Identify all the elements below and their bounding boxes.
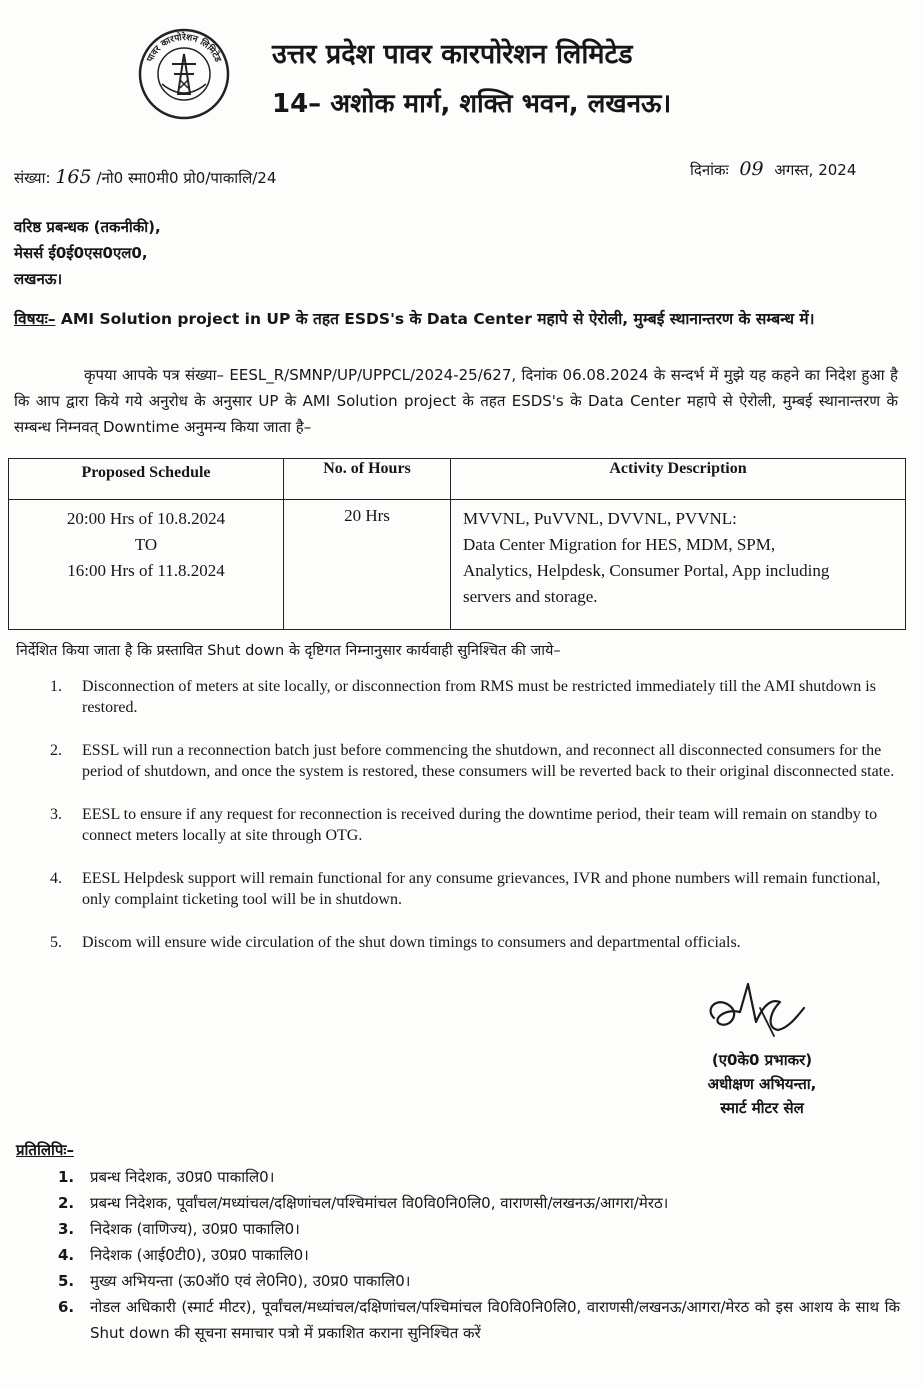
activity-line: MVVNL, PuVVNL, DVVNL, PVVNL: [463, 509, 737, 528]
reference-handwritten-number: 165 [55, 166, 92, 188]
list-item: 4. EESL Helpdesk support will remain functional for any consume grievances, IVR and phone numbers will remain functional, only complaint ticketing tool will be in shutdown. [50, 870, 881, 908]
copy-to-title: प्रतिलिपिः– [16, 1141, 74, 1159]
signatory-department: स्मार्ट मीटर सेल [720, 1099, 804, 1117]
schedule-end: 16:00 Hrs of 11.8.2024 [67, 561, 225, 580]
action-points-list [0, 676, 900, 953]
addressee-line: लखनऊ। [14, 270, 63, 288]
subject-text: AMI Solution project in UP के तहत ESDS's के Data Center महापे से ऐरोली, मुम्बई स्थानान्तरण के सम्बन्ध में। [60, 310, 815, 328]
body-paragraph [14, 362, 898, 440]
schedule-cell [9, 500, 284, 630]
signatory-designation: अधीक्षण अभियन्ता, [707, 1075, 817, 1093]
activity-line: Data Center Migration for HES, MDM, SPM, [463, 535, 776, 554]
list-item: 4. निदेशक (आई0टी0), उ0प्र0 पाकालि0। [58, 1246, 309, 1264]
date-label: दिनांकः [690, 161, 729, 179]
uppcl-logo [138, 28, 230, 120]
hours-cell: 20 Hrs [284, 500, 451, 630]
organization-name: उत्तर प्रदेश पावर कारपोरेशन लिमिटेड [272, 39, 633, 70]
list-item: 2. ESSL will run a reconnection batch just before commencing the shutdown, and reconnect all disconnected consumers for the period of shutdown, and once the system is restored, these consumers will be reverted back to their original disconnected state. [50, 742, 895, 780]
activity-line: Analytics, Helpdesk, Consumer Portal, App including [463, 561, 830, 580]
reference-number [14, 166, 276, 188]
directive-line: निर्देशित किया जाता है कि प्रस्तावित Shut down के दृष्टिगत निम्नानुसार कार्यवाही सुनिश्चित की जाये– [16, 643, 561, 659]
list-item: 3. निदेशक (वाणिज्य), उ0प्र0 पाकालि0। [58, 1220, 300, 1238]
activity-line: servers and storage. [463, 587, 598, 606]
list-item: 5. मुख्य अभियन्ता (ऊ0ऑ0 एवं ले0नि0), उ0प्र0 पाकालि0। [58, 1272, 411, 1290]
reference-prefix: संख्या: [14, 169, 51, 187]
addressee-line: मेसर्स ई0ई0एस0एल0, [14, 244, 148, 262]
subject-label: विषयः– [14, 310, 56, 328]
signatory-name: (ए0के0 प्रभाकर) [711, 1051, 813, 1069]
list-item: 6. नोडल अधिकारी (स्मार्ट मीटर), पूर्वांचल/मध्यांचल/दक्षिणांचल/पश्चिमांचल वि0वि0नि0लि0, वाराणसी/लखनऊ/आगरा/मेरठ को इस आशय के साथ कि Shut down की सूचना समाचार पत्रो में प्रकाशित कराना सुनिश्चित करें [58, 1298, 900, 1342]
signatory-block [672, 1048, 852, 1120]
date-month-year: अगस्त, 2024 [774, 161, 857, 179]
activity-cell [451, 500, 906, 630]
header-no-of-hours: No. of Hours [284, 459, 451, 500]
schedule-start: 20:00 Hrs of 10.8.2024 [66, 509, 226, 528]
subject-line [14, 306, 894, 332]
list-item: 3. EESL to ensure if any request for reconnection is received during the downtime period, their team will remain on standby to connect meters locally at site through OTG. [50, 806, 878, 844]
list-item: 1. Disconnection of meters at site locally, or disconnection from RMS must be restricted immediately till the AMI shutdown is restored. [50, 678, 876, 716]
header-proposed-schedule: Proposed Schedule [9, 459, 284, 500]
list-item: 1. प्रबन्ध निदेशक, उ0प्र0 पाकालि0। [58, 1168, 275, 1186]
table-header-row [9, 459, 906, 500]
svg-text:पावर कारपोरेशन लिमिटेड: पावर कारपोरेशन लिमिटेड [145, 32, 223, 64]
reference-suffix: /नो0 स्मा0मी0 प्रो0/पाकालि/24 [96, 169, 277, 187]
copy-to-list [0, 1164, 900, 1346]
letter-date [690, 158, 856, 180]
downtime-schedule-table [8, 458, 906, 630]
addressee-line: वरिष्ठ प्रबन्धक (तकनीकी), [14, 218, 161, 236]
table-row [9, 500, 906, 630]
list-item: 5. Discom will ensure wide circulation of the shut down timings to consumers and departmental officials. [50, 934, 741, 951]
addressee-block [14, 214, 161, 292]
body-paragraph-text: कृपया आपके पत्र संख्या– EESL_R/SMNP/UP/UPPCL/2024-25/627, दिनांक 06.08.2024 के सन्दर्भ में मुझे यह कहने का निदेश हुआ है कि आप द्वारा किये गये अनुरोध के अनुसार UP के AMI Solution project के तहत ESDS's के Data Center महापे से ऐरोली, मुम्बई स्थानान्तरण के सम्बन्ध निम्नवत् Downtime अनुमन्य किया जाता है– [14, 366, 898, 436]
list-item: 2. प्रबन्ध निदेशक, पूर्वांचल/मध्यांचल/दक्षिणांचल/पश्चिमांचल वि0वि0नि0लि0, वाराणसी/लखनऊ/आगरा/मेरठ। [58, 1194, 669, 1212]
organization-address: 14– अशोक मार्ग, शक्ति भवन, लखनऊ। [272, 89, 672, 119]
header-activity-description: Activity Description [451, 459, 906, 500]
signature-mark [700, 978, 810, 1044]
schedule-to: TO [134, 535, 158, 554]
date-day-handwritten: 09 [739, 158, 764, 180]
